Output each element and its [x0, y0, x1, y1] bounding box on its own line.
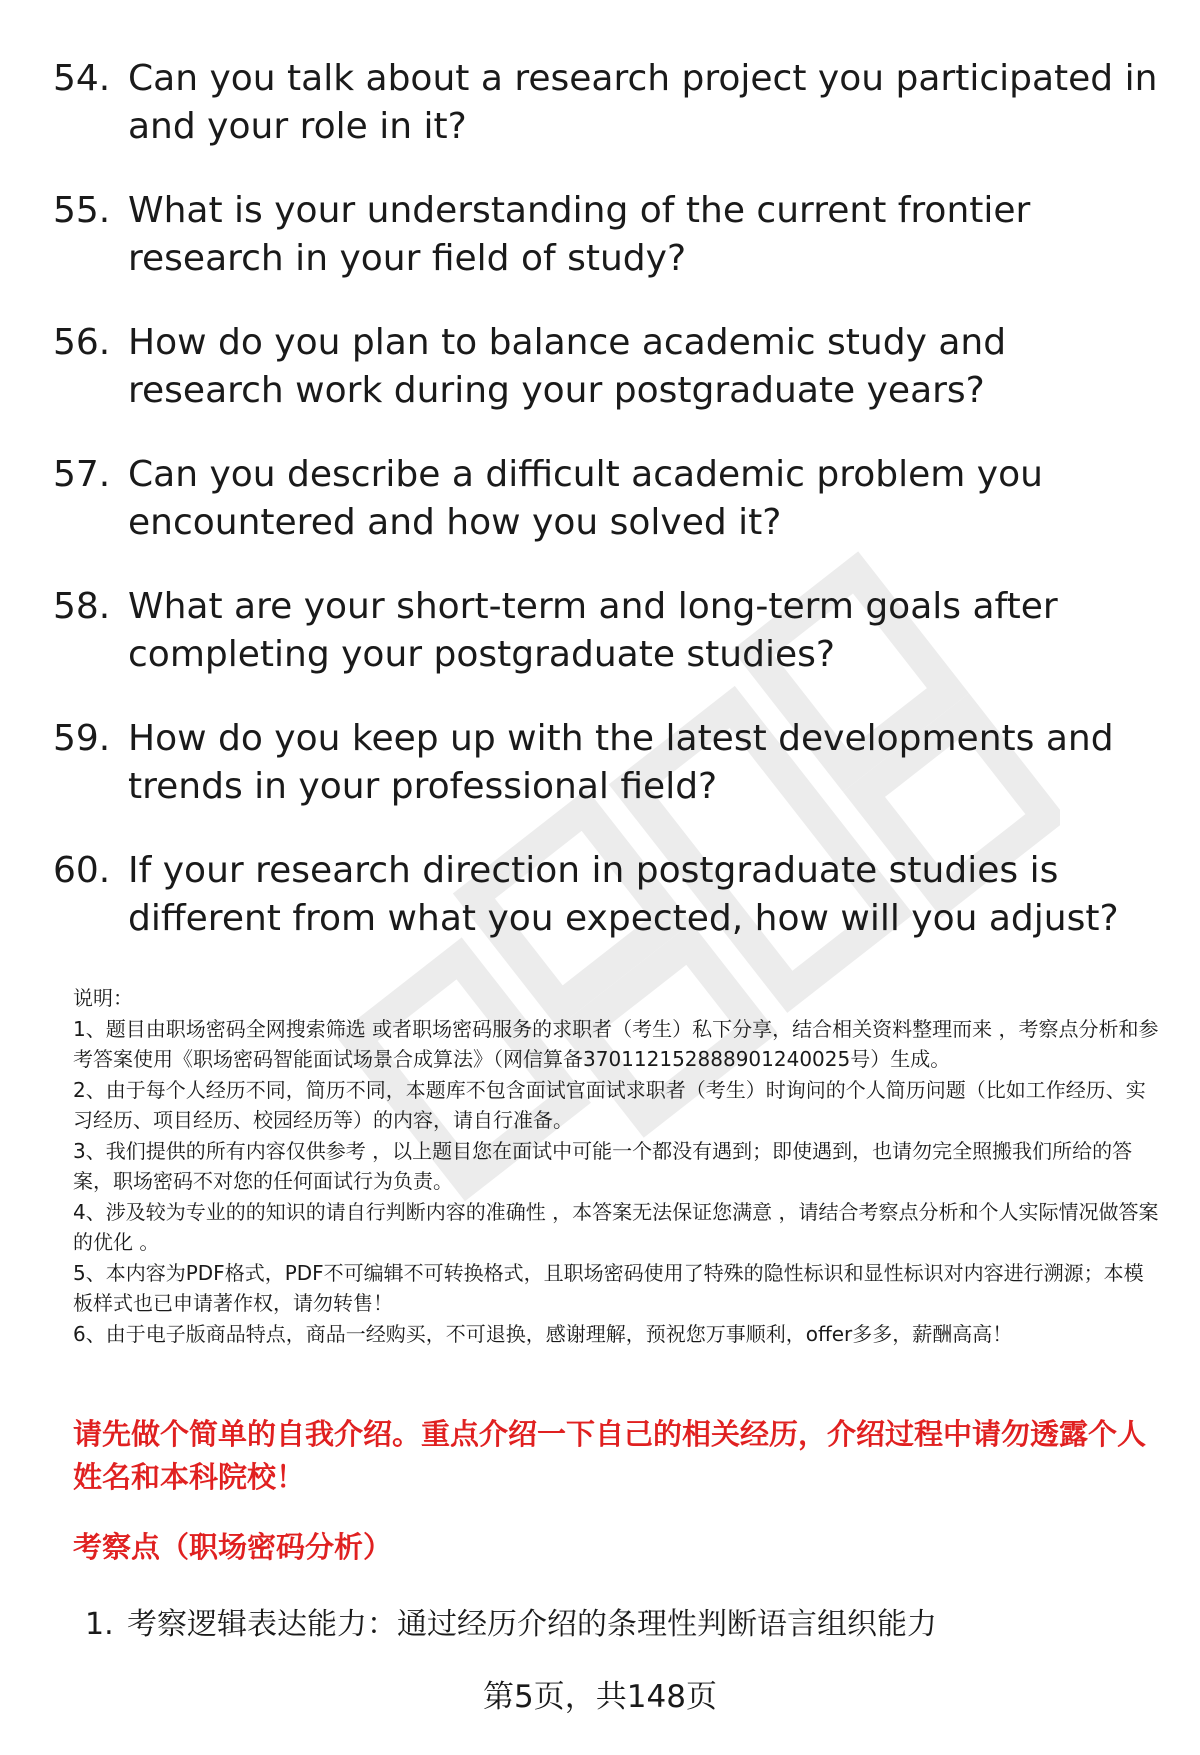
question-number: 56.: [53, 322, 111, 363]
question-list: [53, 55, 1163, 979]
note-item: 2、由于每个人经历不同，简历不同，本题库不包含面试官面试求职者（考生）时询问的个人简历问题（比如工作经历、实习经历、项目经历、校园经历等）的内容，请自行准备。: [73, 1077, 1146, 1132]
question-text: What are your short-term and long-term goals after completing your postgraduate studies?: [128, 586, 1058, 675]
question-item: [53, 451, 1163, 583]
question-text: Can you describe a difficult academic problem you encountered and how you solved it?: [128, 454, 1043, 543]
question-number: 54.: [53, 58, 111, 99]
point-text: 考察逻辑表达能力：通过经历介绍的条理性判断语言组织能力: [127, 1607, 937, 1642]
question-text: How do you plan to balance academic study and research work during your postgraduate years?: [128, 322, 1007, 411]
notes-title: 说明：: [73, 986, 133, 1010]
page-footer: 第5页，共148页: [483, 1679, 717, 1715]
note-item: 6、由于电子版商品特点，商品一经购买，不可退换，感谢理解，预祝您万事顺利，offer多多，薪酬高高！: [73, 1321, 1013, 1346]
question-item: [53, 583, 1163, 715]
question-text: If your research direction in postgraduate studies is different from what you expected, how will you adjust?: [128, 850, 1119, 939]
analysis-point: [85, 1605, 1165, 1645]
question-number: 59.: [53, 718, 111, 759]
note-item: 4、涉及较为专业的的知识的请自行判断内容的准确性 ，本答案无法保证您满意 ，请结合考察点分析和个人实际情况做答案的优化 。: [73, 1199, 1159, 1254]
question-number: 55.: [53, 190, 111, 231]
question-number: 57.: [53, 454, 111, 495]
question-item: [53, 319, 1163, 451]
section-heading: 考察点（职场密码分析）: [73, 1530, 393, 1564]
note-item: 3、我们提供的所有内容仅供参考 ，以上题目您在面试中可能一个都没有遇到；即使遇到，也请勿完全照搬我们所给的答案，职场密码不对您的任何面试行为负责。: [73, 1138, 1133, 1193]
question-item: [53, 55, 1163, 187]
question-item: [53, 187, 1163, 319]
question-text: How do you keep up with the latest developments and trends in your professional field?: [128, 718, 1114, 807]
question-number: 60.: [53, 850, 111, 891]
note-item: 5、本内容为PDF格式，PDF不可编辑不可转换格式，且职场密码使用了特殊的隐性标识和显性标识对内容进行溯源；本模板样式也已申请著作权，请勿转售！: [73, 1260, 1144, 1315]
question-item: [53, 847, 1163, 979]
notes-section: [73, 983, 1163, 1349]
question-text: Can you talk about a research project you participated in and your role in it?: [128, 58, 1158, 147]
note-item: 1、题目由职场密码全网搜索筛选 或者职场密码服务的求职者（考生）私下分享，结合相关资料整理而来 ，考察点分析和参考答案使用《职场密码智能面试场景合成算法》（网信算备370112152888901240025号）生成。: [73, 1016, 1159, 1071]
question-number: 58.: [53, 586, 111, 627]
interview-prompt: 请先做个简单的自我介绍。重点介绍一下自己的相关经历，介绍过程中请勿透露个人姓名和本科院校！: [73, 1417, 1147, 1494]
point-number: 1.: [85, 1607, 114, 1642]
question-item: [53, 715, 1163, 847]
question-text: What is your understanding of the current frontier research in your field of study?: [128, 190, 1031, 279]
